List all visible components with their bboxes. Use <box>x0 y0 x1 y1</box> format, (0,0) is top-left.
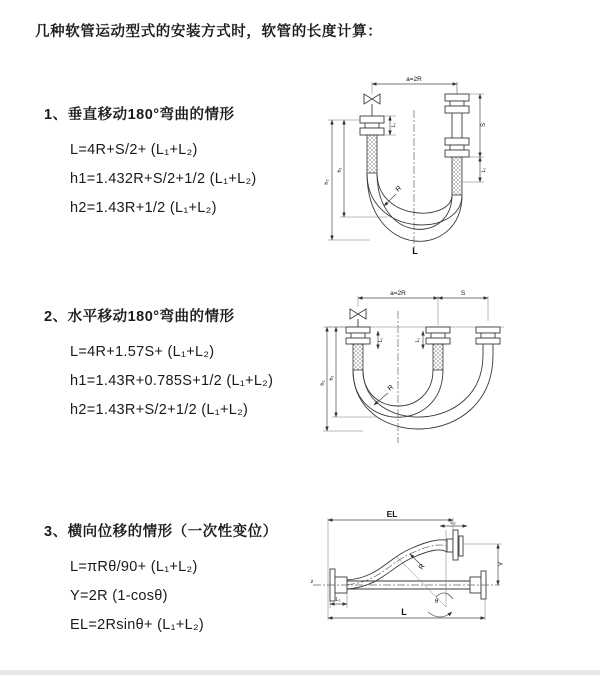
dim-a2r-s <box>358 290 488 325</box>
dim-label-r: R <box>394 184 404 194</box>
hose-curves <box>353 355 493 429</box>
dim-label-r: R <box>417 562 427 572</box>
formula-h2: h2=1.43R+1/2 (L₁+L₂) <box>70 200 217 216</box>
radius-leader <box>410 554 427 571</box>
section-3-heading: 3、横向位移的情形（一次性变位） <box>44 524 278 540</box>
dim-label-l1: L₁ <box>378 337 384 343</box>
dim-label-s: S <box>481 122 487 128</box>
formula-y: Y=2R (1-cosθ) <box>70 588 168 604</box>
dim-label-s: S <box>460 290 466 297</box>
page-bottom-edge <box>0 670 600 675</box>
diagram-lateral-displacement <box>300 500 600 660</box>
dim-l2 <box>440 520 467 526</box>
dim-label-l: L <box>412 246 418 256</box>
radius-leader <box>384 185 403 206</box>
left-pipe-flange <box>346 327 370 370</box>
formula-el: EL=2Rsinθ+ (L₁+L₂) <box>70 617 205 633</box>
dim-label-el: EL <box>386 509 398 519</box>
dim-l1 <box>384 116 397 135</box>
dim-label-theta: θ <box>435 599 439 605</box>
section-vertical-movement <box>44 103 324 217</box>
dim-label-l1: L₁ <box>335 597 341 603</box>
formula-length: L=4R+S/2+ (L₁+L₂) <box>70 142 198 158</box>
valve-icon <box>350 309 366 327</box>
formula-length: L=πRθ/90+ (L₁+L₂) <box>70 559 198 575</box>
formula-h1: h1=1.432R+S/2+1/2 (L₁+L₂) <box>70 171 257 187</box>
section-lateral-displacement <box>44 520 324 634</box>
section-2-heading: 2、水平移动180°弯曲的情形 <box>44 309 235 325</box>
upper-flange <box>447 530 463 560</box>
centerline-z-mark: z <box>310 579 314 585</box>
dim-label-h2: h₂ <box>324 179 330 185</box>
middle-pipe-flange <box>426 327 450 370</box>
section-horizontal-movement <box>44 305 324 419</box>
valve-icon <box>364 94 380 116</box>
formula-h1: h1=1.43R+0.785S+1/2 (L₁+L₂) <box>70 373 274 389</box>
dim-label-l: L <box>401 607 407 617</box>
dim-label-a2r: a=2R <box>390 290 406 297</box>
dim-label-l1b: L₁ <box>415 337 421 343</box>
right-pipe-flange <box>476 327 500 355</box>
left-pipe-flange <box>360 116 384 173</box>
section-1-heading: 1、垂直移动180°弯曲的情形 <box>44 107 235 123</box>
dim-label-y: Y <box>498 561 505 567</box>
diagram-vertical-180-bend <box>312 70 564 262</box>
dim-label-h1: h₁ <box>337 167 343 173</box>
diagram-horizontal-180-bend <box>308 283 600 461</box>
dim-label-l2: L₂ <box>481 167 487 173</box>
dim-l <box>328 599 485 620</box>
hose-curves <box>367 173 462 241</box>
dim-label-h1: h₁ <box>329 375 335 381</box>
hose-s-curve <box>347 540 447 589</box>
right-pipe-flange <box>445 82 469 195</box>
dim-label-a2r: a=2R <box>406 76 422 83</box>
dim-label-l1: L₁ <box>391 122 397 128</box>
formula-length: L=4R+1.57S+ (L₁+L₂) <box>70 344 215 360</box>
formula-h2: h2=1.43R+S/2+1/2 (L₁+L₂) <box>70 402 249 418</box>
page-title: 几种软管运动型式的安装方式时，软管的长度计算： <box>35 24 383 40</box>
dim-label-l2: L₂ <box>450 520 456 526</box>
dim-label-h2: h₂ <box>320 380 326 386</box>
dim-h <box>324 120 388 240</box>
dim-l1 <box>378 331 423 349</box>
dim-label-r: R <box>386 383 396 393</box>
radius-leader <box>374 384 395 405</box>
dim-a2r <box>372 76 457 94</box>
